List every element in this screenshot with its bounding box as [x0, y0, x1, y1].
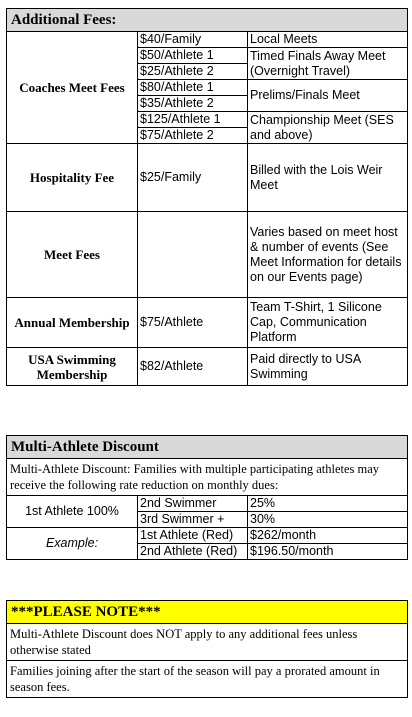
fee-amount: $75/Athlete — [138, 298, 248, 348]
first-athlete-rate: 1st Athlete 100% — [7, 496, 138, 528]
annual-membership-label: Annual Membership — [7, 298, 138, 348]
additional-fees-table — [6, 8, 408, 386]
fee-description: Team T-Shirt, 1 Silicone Cap, Communication Platform — [248, 298, 408, 348]
discount-intro: Multi-Athlete Discount: Families with multiple participating athletes may receive the following rate reduction on monthly dues: — [7, 459, 408, 496]
fee-amount — [138, 212, 248, 298]
multi-athlete-discount-table — [6, 435, 408, 560]
rate-value: 30% — [248, 512, 408, 528]
fee-description: Local Meets — [248, 32, 408, 48]
fee-description: Timed Finals Away Meet (Overnight Travel) — [248, 48, 408, 80]
fee-amount: $25/Family — [138, 144, 248, 212]
rate-label: 2nd Swimmer — [138, 496, 248, 512]
example-value: $196.50/month — [248, 544, 408, 560]
fee-amount: $125/Athlete 1 — [138, 112, 248, 128]
note-title: ***PLEASE NOTE*** — [7, 601, 408, 624]
meet-fees-label: Meet Fees — [7, 212, 138, 298]
please-note-table — [6, 600, 408, 698]
note-line: Families joining after the start of the season will pay a prorated amount in season fees. — [7, 661, 408, 698]
example-value: $262/month — [248, 528, 408, 544]
fee-amount: $40/Family — [138, 32, 248, 48]
fee-amount: $35/Athlete 2 — [138, 96, 248, 112]
fee-amount: $50/Athlete 1 — [138, 48, 248, 64]
additional-fees-title: Additional Fees: — [7, 9, 408, 32]
fee-description: Championship Meet (SES and above) — [248, 112, 408, 144]
fee-description: Varies based on meet host & number of events (See Meet Information for details on our Events page) — [248, 212, 408, 298]
rate-label: 3rd Swimmer + — [138, 512, 248, 528]
fee-amount: $75/Athlete 2 — [138, 128, 248, 144]
fee-description: Prelims/Finals Meet — [248, 80, 408, 112]
fee-description: Paid directly to USA Swimming — [248, 348, 408, 386]
example-label: Example: — [7, 528, 138, 560]
fee-amount: $82/Athlete — [138, 348, 248, 386]
fee-amount: $25/Athlete 2 — [138, 64, 248, 80]
discount-title: Multi-Athlete Discount — [7, 436, 408, 459]
example-athlete: 1st Athlete (Red) — [138, 528, 248, 544]
fee-amount: $80/Athlete 1 — [138, 80, 248, 96]
rate-value: 25% — [248, 496, 408, 512]
hospitality-fee-label: Hospitality Fee — [7, 144, 138, 212]
usa-swimming-membership-label: USA Swimming Membership — [7, 348, 138, 386]
coaches-meet-fees-label: Coaches Meet Fees — [7, 32, 138, 144]
fee-description: Billed with the Lois Weir Meet — [248, 144, 408, 212]
note-line: Multi-Athlete Discount does NOT apply to any additional fees unless otherwise stated — [7, 624, 408, 661]
example-athlete: 2nd Athlete (Red) — [138, 544, 248, 560]
